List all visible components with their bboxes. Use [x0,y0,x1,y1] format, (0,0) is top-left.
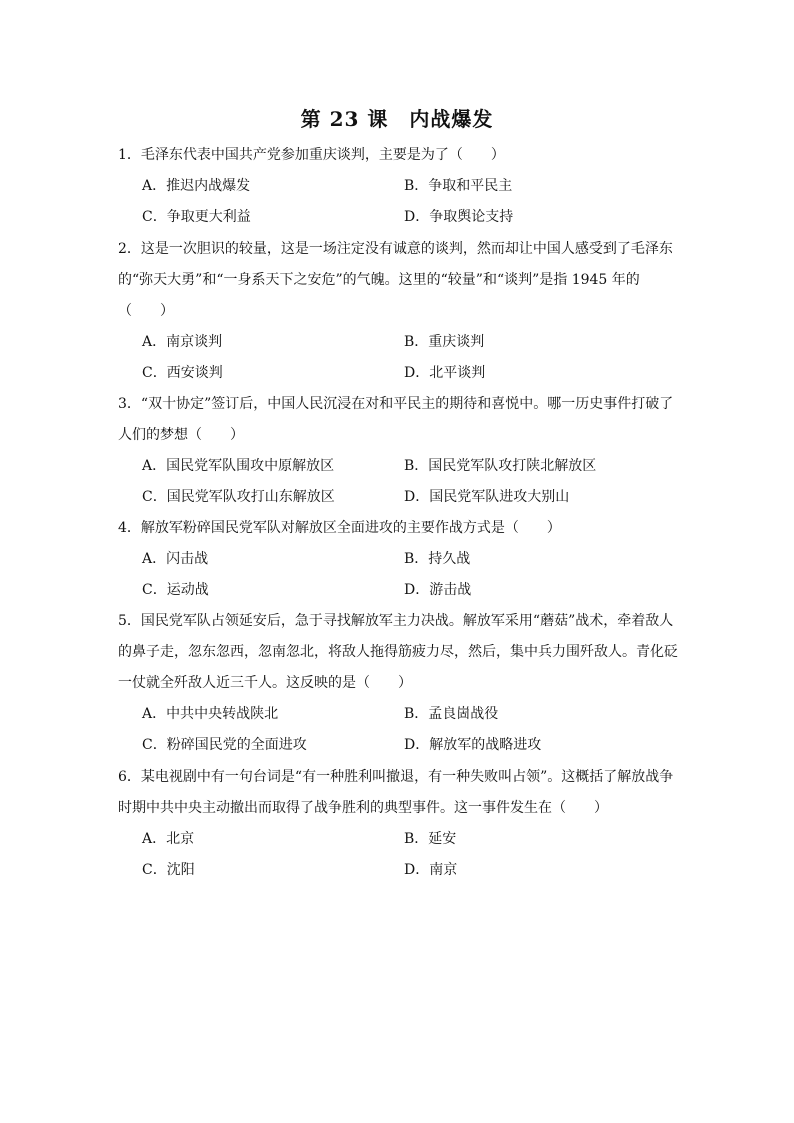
option-c: C．争取更大利益 [142,209,251,225]
question-text: “双十协定”签订后，中国人民沉浸在对和平民主的期待和喜悦中。哪一历史事件打破了人们的梦想（ ） [118,396,674,443]
page-title: 第 23 课 内战爆发 [300,107,494,131]
option-a: A．国民党军队围攻中原解放区 [142,458,335,474]
option-list [118,544,678,606]
option-list [118,327,678,389]
option-a: A．闪击战 [142,551,209,567]
option-a: A．中共中央转战陕北 [142,706,279,722]
option-b: B．国民党军队攻打陕北解放区 [404,458,597,474]
option-d: D．游击战 [404,582,472,598]
option-d: D．解放军的战略进攻 [404,737,542,753]
question-number: 2． [118,241,141,257]
question-6 [118,762,678,886]
option-b: B．重庆谈判 [404,334,485,350]
option-d: D．北平谈判 [404,365,486,381]
option-c: C．国民党军队攻打山东解放区 [142,489,335,505]
question-number: 6． [118,769,141,785]
option-list [118,824,678,886]
option-c: C．运动战 [142,582,209,598]
option-list [118,451,678,513]
option-list [118,699,678,761]
question-number: 3． [118,396,141,412]
option-a: A．南京谈判 [142,334,223,350]
question-5 [118,606,678,761]
question-4 [118,513,678,606]
option-c: C．粉碎国民党的全面进攻 [142,737,307,753]
question-number: 1． [118,147,141,163]
question-number: 4． [118,520,141,536]
question-text: 某电视剧中有一句台词是“有一种胜利叫撤退，有一种失败叫占领”。这概括了解放战争时期中共中央主动撤出而取得了战争胜利的典型事件。这一事件发生在（ ） [118,769,674,816]
question-text: 毛泽东代表中国共产党参加重庆谈判，主要是为了（ ） [140,147,505,163]
option-b: B．持久战 [404,551,471,567]
question-text: 这是一次胆识的较量，这是一场注定没有诚意的谈判，然而却让中国人感受到了毛泽东的“弥天大勇”和“一身系天下之安危”的气魄。这里的“较量”和“谈判”是指 1945 年的（ ） [118,241,673,319]
question-text: 国民党军队占领延安后，急于寻找解放军主力决战。解放军采用“蘑菇”战术，牵着敌人的鼻子走，忽东忽西，忽南忽北，将敌人拖得筋疲力尽，然后，集中兵力围歼敌人。青化砭一仗就全歼敌人近三千人。这反映的是（ ） [118,613,678,691]
option-d: D．南京 [404,862,458,878]
question-number: 5． [118,613,141,629]
option-b: B．延安 [404,831,457,847]
option-a: A．北京 [142,831,195,847]
option-list [118,171,678,233]
question-3 [118,389,678,513]
option-b: B．孟良崮战役 [404,706,499,722]
question-text: 解放军粉碎国民党军队对解放区全面进攻的主要作战方式是（ ） [140,520,561,536]
option-d: D．国民党军队进攻大别山 [404,489,570,505]
option-a: A．推迟内战爆发 [142,178,251,194]
question-1 [118,140,678,233]
option-c: C．西安谈判 [142,365,223,381]
option-c: C．沈阳 [142,862,195,878]
option-b: B．争取和平民主 [404,178,513,194]
option-d: D．争取舆论支持 [404,209,514,225]
question-2 [118,234,678,389]
